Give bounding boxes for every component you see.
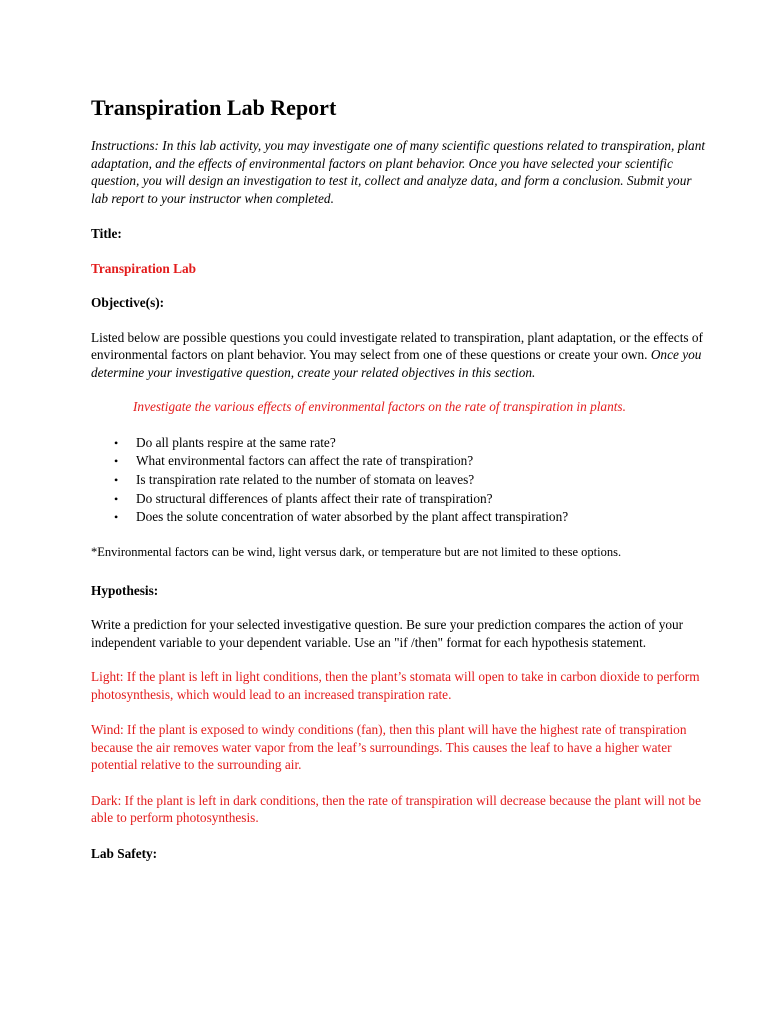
- hypothesis-dark: Dark: If the plant is left in dark conditions, then the rate of transpiration will decrease because the plant will not be able to perform photosynthesis.: [91, 792, 701, 826]
- question-text: Do structural differences of plants affect their rate of transpiration?: [136, 490, 493, 506]
- lab-safety-heading: Lab Safety:: [91, 845, 158, 861]
- environmental-footnote: *Environmental factors can be wind, light versus dark, or temperature but are not limited to these options.: [91, 545, 622, 560]
- hypothesis-intro: Write a prediction for your selected investigative question. Be sure your prediction compares the action of your independent variable to your dependent variable. Use an "if /then" format for each hypothesis statement.: [91, 617, 684, 650]
- document-title: Transpiration Lab Report: [91, 95, 337, 120]
- bullet-icon: •: [114, 510, 119, 525]
- list-item: [114, 471, 708, 490]
- question-text: Is transpiration rate related to the number of stomata on leaves?: [136, 471, 475, 487]
- objectives-intro-italic: Once you determine your investigative question, create your related objectives in this section.: [91, 347, 702, 380]
- hypothesis-light: Light: If the plant is left in light conditions, then the plant’s stomata will open to take in carbon dioxide to perform photosynthesis, which would lead to an increased transpiration rate.: [91, 669, 700, 702]
- list-item: [114, 452, 708, 471]
- question-text: Does the solute concentration of water absorbed by the plant affect transpiration?: [136, 509, 569, 525]
- question-list: [91, 434, 708, 528]
- bullet-icon: •: [114, 454, 119, 469]
- instructions-text: Instructions: In this lab activity, you may investigate one of many scientific questions related to transpiration, plant adaptation, and the effects of environmental factors on plant behavior. Once you have selected your scientific question, you will design an investigation to test it, collect and analyze data, and form a conclusion. Submit your lab report to your instructor when completed.: [91, 138, 706, 206]
- question-text: What environmental factors can affect the rate of transpiration?: [136, 453, 474, 469]
- hypothesis-heading: Hypothesis:: [91, 582, 159, 598]
- list-item: [114, 490, 708, 509]
- bullet-icon: •: [114, 435, 119, 450]
- hypothesis-wind: Wind: If the plant is exposed to windy conditions (fan), then this plant will have the highest rate of transpiration because the air removes water vapor from the leaf’s surroundings. This causes the leaf to have a higher water potential relative to the surrounding air.: [91, 722, 687, 773]
- question-text: Do all plants respire at the same rate?: [136, 434, 336, 450]
- title-answer: Transpiration Lab: [91, 260, 197, 276]
- bullet-icon: •: [114, 472, 119, 487]
- list-item: [114, 508, 708, 527]
- objectives-intro: [91, 329, 708, 382]
- objectives-heading: Objective(s):: [91, 295, 165, 310]
- title-heading: Title:: [91, 226, 122, 241]
- objectives-intro-normal: Listed below are possible questions you could investigate related to transpiration, plant adaptation, or the effects of environmental factors on plant behavior. You may select from one of these questions or create your own.: [91, 329, 703, 362]
- objective-answer: Investigate the various effects of environmental factors on the rate of transpiration in plants.: [133, 399, 626, 414]
- list-item: [114, 434, 708, 453]
- bullet-icon: •: [114, 491, 119, 506]
